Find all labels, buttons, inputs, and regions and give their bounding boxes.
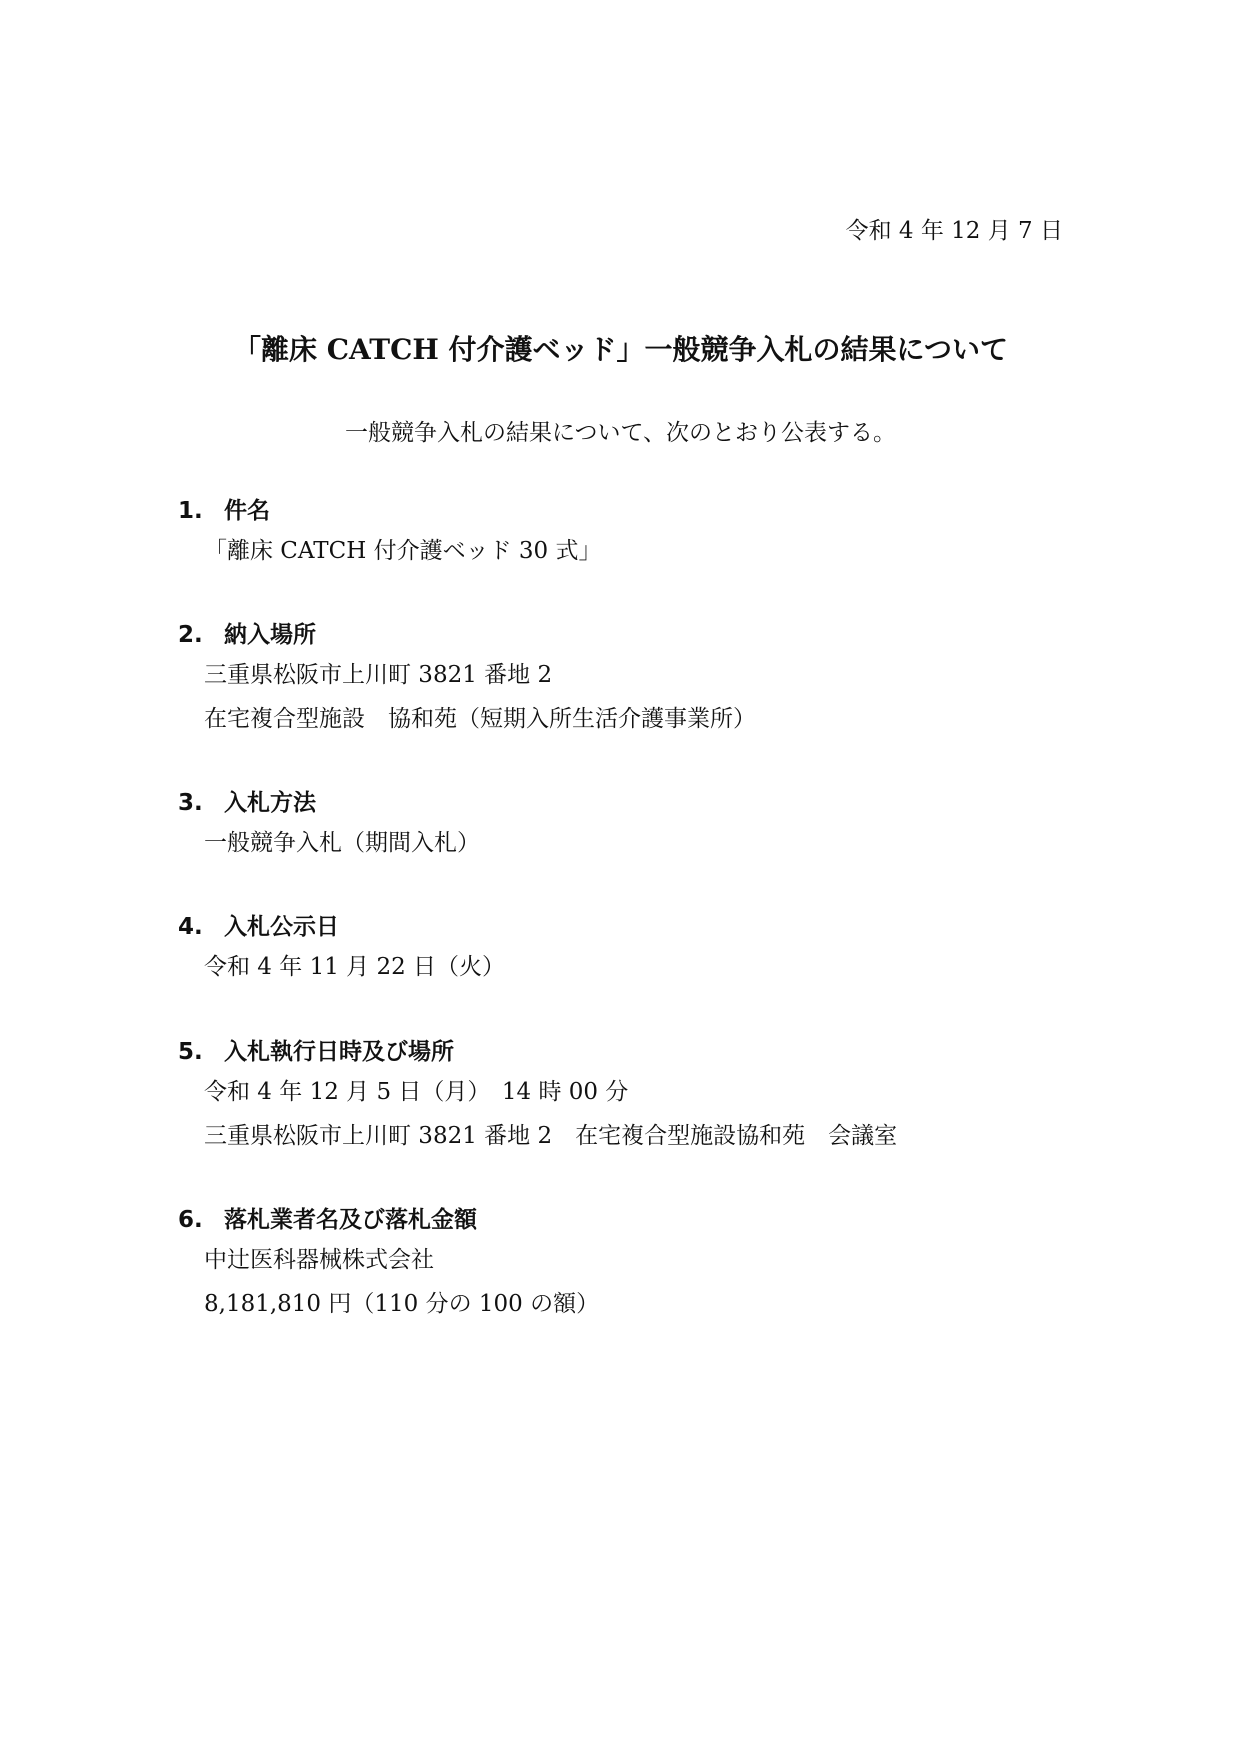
- section-heading: [178, 1202, 1078, 1238]
- section-heading: [178, 493, 1078, 529]
- section-heading: [178, 617, 1078, 653]
- section-subject: [178, 493, 1078, 573]
- section-bid-datetime-place: [178, 1034, 1078, 1158]
- section-line: 「離床 CATCH 付介護ベッド 30 式」: [204, 538, 602, 564]
- section-title: 落札業者名及び落札金額: [224, 1207, 477, 1233]
- section-line: 三重県松阪市上川町 3821 番地 2 在宅複合型施設協和苑 会議室: [204, 1123, 898, 1149]
- section-title: 件名: [224, 498, 270, 524]
- section-bidding-method: [178, 785, 1078, 865]
- section-number: 5.: [178, 1039, 203, 1065]
- section-heading: [178, 785, 1078, 821]
- section-number: 2.: [178, 622, 203, 648]
- document-title: 「離床 CATCH 付介護ベッド」一般競争入札の結果について: [233, 333, 1008, 366]
- section-title: 入札執行日時及び場所: [224, 1039, 454, 1065]
- document-date: 令和 4 年 12 月 7 日: [845, 218, 1063, 244]
- section-announcement-date: [178, 909, 1078, 989]
- section-heading: [178, 909, 1078, 945]
- section-number: 6.: [178, 1207, 203, 1233]
- section-number: 1.: [178, 498, 203, 524]
- section-line: 中辻医科器械株式会社: [204, 1247, 434, 1273]
- section-line: 令和 4 年 11 月 22 日（火）: [204, 954, 506, 980]
- section-title: 入札方法: [224, 790, 316, 816]
- intro-text: 一般競争入札の結果について、次のとおり公表する。: [344, 420, 897, 446]
- section-line: 8,181,810 円（110 分の 100 の額）: [204, 1291, 600, 1317]
- section-line: 三重県松阪市上川町 3821 番地 2: [204, 662, 553, 688]
- section-heading: [178, 1034, 1078, 1070]
- section-line: 一般競争入札（期間入札）: [204, 830, 480, 856]
- section-title: 納入場所: [224, 622, 316, 648]
- section-delivery-location: [178, 617, 1078, 741]
- section-number: 4.: [178, 914, 203, 940]
- section-number: 3.: [178, 790, 203, 816]
- section-title: 入札公示日: [224, 914, 339, 940]
- section-line: 令和 4 年 12 月 5 日（月） 14 時 00 分: [204, 1079, 629, 1105]
- section-winning-bidder: [178, 1202, 1078, 1326]
- section-line: 在宅複合型施設 協和苑（短期入所生活介護事業所）: [204, 706, 756, 732]
